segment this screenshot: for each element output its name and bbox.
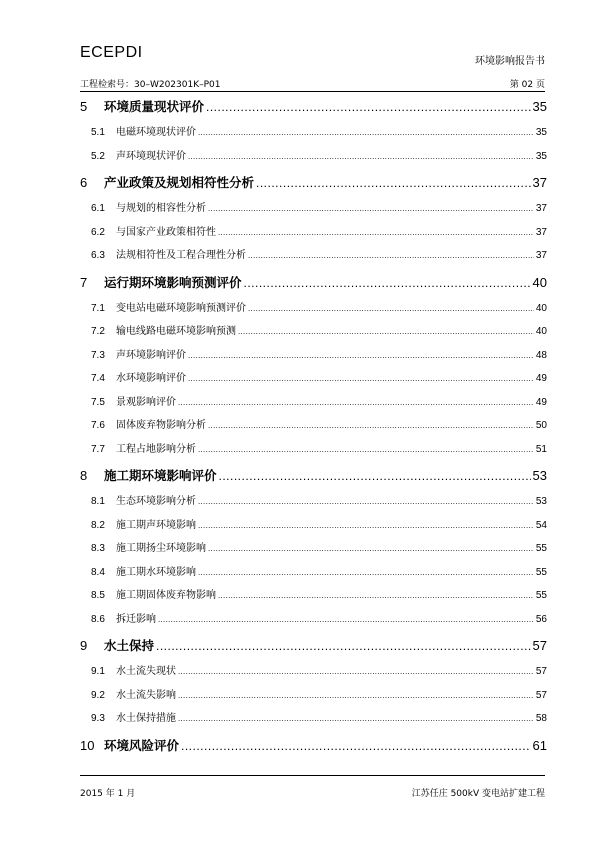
toc-dot-leader [248,297,534,321]
toc-section-entry[interactable] [80,414,547,438]
toc-entry-page: 40 [532,274,547,290]
toc-entry-number: 8 [80,468,88,483]
toc-entry-title: 水土保持措施 [116,713,176,724]
toc-entry-number: 8.2 [91,519,105,531]
table-of-contents [80,92,547,760]
toc-entry-page: 58 [535,713,547,724]
toc-entry-page: 50 [535,420,547,431]
toc-entry-page: 56 [535,613,547,625]
toc-section-entry[interactable] [80,344,547,368]
toc-entry-title: 施工期声环境影响 [116,519,196,531]
toc-section-entry[interactable] [80,537,547,561]
toc-dot-leader [188,344,534,368]
toc-entry-number: 7.4 [91,373,105,384]
toc-entry-number: 6.2 [91,226,105,238]
toc-entry-page: 57 [535,666,547,677]
toc-entry-page: 51 [535,443,547,455]
toc-dot-leader [181,732,531,761]
toc-entry-title: 水环境影响评价 [116,373,186,384]
toc-entry-title: 与规划的相容性分析 [116,203,206,214]
footer-date: 2015 年 1 月 [80,789,136,799]
toc-dot-leader [218,221,534,245]
toc-entry-number: 6.3 [91,250,105,261]
toc-entry-page: 49 [535,373,547,384]
toc-entry-number: 7 [80,274,88,290]
toc-section-entry[interactable] [80,561,547,585]
toc-dot-leader [198,121,534,145]
toc-entry-page: 35 [535,150,547,162]
toc-entry-title: 固体废弃物影响分析 [116,420,206,431]
toc-entry-page: 49 [535,396,547,408]
toc-entry-title: 环境风险评价 [104,737,180,753]
toc-section-entry[interactable] [80,584,547,608]
toc-section-entry[interactable] [80,297,547,321]
toc-entry-title: 电磁环境现状评价 [116,127,196,138]
toc-section-entry[interactable] [80,391,547,415]
toc-dot-leader [178,660,534,684]
toc-dot-leader [218,584,534,608]
toc-entry-page: 40 [535,302,547,314]
company-logo: ECEPDI [80,44,143,61]
toc-dot-leader [198,438,534,462]
toc-entry-number: 8.1 [91,496,105,507]
toc-entry-title: 输电线路电磁环境影响预测 [116,326,236,337]
toc-entry-number: 6.1 [91,203,105,214]
toc-entry-title: 水土保持 [104,638,155,653]
document-title: 环境影响报告书 [475,56,545,67]
toc-entry-title: 施工期水环境影响 [116,566,196,578]
toc-entry-number: 8.5 [91,590,105,601]
toc-entry-title: 声环境影响评价 [116,349,186,361]
toc-section-entry[interactable] [80,367,547,391]
toc-entry-number: 7.6 [91,420,105,431]
toc-entry-title: 环境质量现状评价 [104,99,205,114]
toc-section-entry[interactable] [80,145,547,169]
toc-chapter-entry[interactable] [80,268,547,297]
toc-dot-leader [219,462,531,491]
toc-dot-leader [198,561,534,585]
toc-dot-leader [178,391,534,415]
toc-dot-leader [208,537,534,561]
toc-entry-page: 61 [532,737,547,753]
toc-entry-title: 施工期环境影响评价 [104,468,217,483]
toc-entry-number: 6 [80,175,88,190]
toc-entry-title: 与国家产业政策相符性 [116,226,216,238]
toc-entry-number: 9.3 [91,713,105,724]
toc-entry-page: 57 [532,638,547,653]
toc-dot-leader [244,269,531,298]
toc-entry-title: 生态环境影响分析 [116,496,196,507]
toc-entry-number: 9 [80,638,88,653]
toc-chapter-entry[interactable] [80,168,547,197]
toc-dot-leader [256,169,531,198]
toc-dot-leader [188,367,534,391]
toc-entry-title: 拆迁影响 [116,613,156,625]
toc-section-entry[interactable] [80,438,547,462]
toc-entry-number: 7.5 [91,396,105,408]
toc-entry-number: 9.1 [91,666,105,677]
toc-entry-page: 40 [535,326,547,337]
toc-entry-number: 8.4 [91,566,105,578]
toc-section-entry[interactable] [80,221,547,245]
toc-entry-page: 55 [535,543,547,554]
toc-entry-title: 变电站电磁环境影响预测评价 [116,302,246,314]
toc-entry-page: 53 [532,468,547,483]
toc-dot-leader [178,684,534,708]
toc-entry-number: 5 [80,99,88,114]
footer-divider [80,775,545,776]
toc-entry-page: 57 [535,689,547,701]
toc-chapter-entry[interactable] [80,92,547,121]
toc-entry-title: 水土流失影响 [116,689,176,701]
toc-section-entry[interactable] [80,121,547,145]
toc-dot-leader [238,320,534,344]
toc-dot-leader [188,145,534,169]
toc-entry-number: 7.3 [91,349,105,361]
toc-chapter-entry[interactable] [80,461,547,490]
toc-dot-leader [248,244,534,268]
toc-entry-number: 5.2 [91,150,105,162]
toc-entry-title: 法规相符性及工程合理性分析 [116,250,246,261]
footer-project-name: 江苏任庄 500kV 变电站扩建工程 [411,789,545,799]
toc-section-entry[interactable] [80,244,547,268]
toc-section-entry[interactable] [80,707,547,731]
toc-dot-leader [178,707,534,731]
toc-entry-page: 55 [535,566,547,578]
toc-entry-title: 运行期环境影响预测评价 [104,274,242,290]
toc-entry-page: 55 [535,590,547,601]
toc-dot-leader [206,93,531,122]
toc-entry-page: 37 [532,175,547,190]
toc-chapter-entry[interactable] [80,631,547,660]
toc-entry-title: 声环境现状评价 [116,150,186,162]
toc-entry-number: 7.1 [91,302,105,314]
toc-section-entry[interactable] [80,197,547,221]
toc-entry-page: 54 [535,519,547,531]
toc-entry-number: 8.3 [91,543,105,554]
toc-entry-number: 8.6 [91,613,105,625]
page-number: 第 02 页 [509,80,545,90]
toc-entry-title: 景观影响评价 [116,396,176,408]
toc-dot-leader [158,608,534,632]
toc-section-entry[interactable] [80,514,547,538]
toc-entry-page: 53 [535,496,547,507]
toc-dot-leader [156,632,531,661]
toc-chapter-entry[interactable] [80,731,547,760]
toc-entry-number: 7.2 [91,326,105,337]
toc-entry-title: 施工期扬尘环境影响 [116,543,206,554]
toc-entry-page: 35 [535,127,547,138]
toc-section-entry[interactable] [80,490,547,514]
toc-entry-page: 37 [535,250,547,261]
toc-dot-leader [208,414,534,438]
toc-entry-number: 10 [80,737,95,753]
toc-entry-page: 48 [535,349,547,361]
toc-section-entry[interactable] [80,320,547,344]
toc-section-entry[interactable] [80,660,547,684]
toc-entry-title: 水土流失现状 [116,666,176,677]
toc-dot-leader [198,514,534,538]
toc-entry-number: 7.7 [91,443,105,455]
toc-entry-title: 工程占地影响分析 [116,443,196,455]
toc-entry-page: 35 [532,99,547,114]
toc-section-entry[interactable] [80,684,547,708]
toc-entry-title: 施工期固体废弃物影响 [116,590,216,601]
toc-entry-page: 37 [535,203,547,214]
toc-dot-leader [208,197,534,221]
project-code: 工程检索号：30–W202301K–P01 [80,80,221,90]
toc-entry-number: 9.2 [91,689,105,701]
toc-entry-title: 产业政策及规划相符性分析 [104,175,255,190]
toc-entry-page: 37 [535,226,547,238]
toc-entry-number: 5.1 [91,127,105,138]
toc-dot-leader [198,490,534,514]
toc-section-entry[interactable] [80,608,547,632]
